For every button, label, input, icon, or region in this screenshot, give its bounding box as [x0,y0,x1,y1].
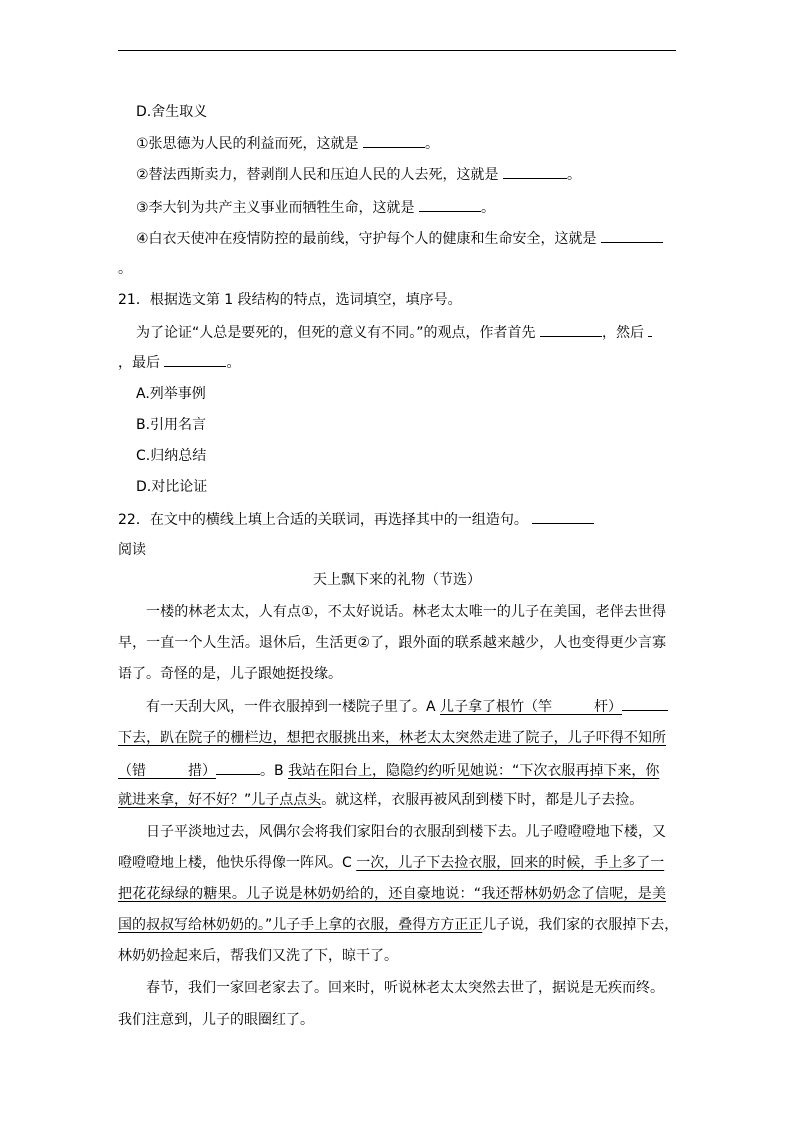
q20-item-4: ④白衣天使冲在疫情防控的最前线，守护每个人的健康和生命安全，这就是 [136,228,663,248]
reading-p2-line-1: 有一天刮大风，一件衣服掉到一楼院子里了。A 儿子拿了根竹（竿 杆） [146,696,668,716]
answer-blank[interactable] [648,322,652,337]
answer-blank[interactable] [216,760,260,775]
reading-p4-line-1: 春节，我们一家回老家去了。回来时，听说林老太太突然去世了，据说是无疾而终。 [146,980,664,996]
reading-p1-line-1: 一楼的林老太太，人有点①，不太好说话。林老太太唯一的儿子在美国，老伴去世得 [146,604,666,620]
q20-item-3: ③李大钊为共产主义事业而牺牲生命，这就是 。 [136,197,495,217]
reading-p3-line-5: 林奶奶捡起来后，帮我们又洗了下，晾干了。 [118,948,398,964]
q21-stem: 21．根据选文第 1 段结构的特点，选词填空，填序号。 [118,292,462,308]
answer-blank[interactable] [503,164,567,179]
q21-fill-line-2: ，最后 。 [118,352,240,372]
reading-p2-line-2: 下去，趴在院子的栅栏边，想把衣服挑出来，林老太太突然走进了院子，儿子吓得不知所 [118,730,666,746]
q20-item-2: ②替法西斯卖力，替剥削人民和压迫人民的人去死，这就是 。 [136,164,581,184]
reading-p1-line-3: 语了。奇怪的是，儿子跟她挺投缘。 [118,666,342,682]
answer-blank[interactable] [540,322,602,337]
reading-p2-line-3: （错 措） 。B 我站在阳台上，隐隐约约听见她说：“下次衣服再掉下来，你 [118,760,659,780]
answer-blank[interactable] [363,133,425,148]
answer-blank[interactable] [419,197,481,212]
q21-option-a: A.列举事例 [136,386,206,402]
q20-item-1: ①张思德为人民的利益而死，这就是 。 [136,133,439,153]
reading-p3-line-4: 国的叔叔写给林奶奶的。”儿子手上拿的衣服，叠得方方正正儿子说，我们家的衣服掉下去， [118,917,679,933]
reading-p3-line-3: 把花花绿绿的糖果。儿子说是林奶奶给的，还自豪地说：“我还帮林奶奶念了信呢，是美 [118,886,666,902]
q20-item-4-period: 。 [118,261,132,277]
reading-p3-line-2: 噔噔噔地上楼，他快乐得像一阵风。C 一次，儿子下去捡衣服，回来的时候，手上多了一 [118,855,665,871]
reading-p1-line-2: 早，一直一个人生活。退休后，生活更②了，跟外面的联系越来越少，人也变得更少言寡 [118,635,666,651]
q20-option-d: D.舍生取义 [136,104,208,120]
q22-stem: 22．在文中的横线上填上合适的关联词，再选择其中的一组造句。 [118,509,594,529]
q21-option-c: C.归纳总结 [136,448,207,464]
reading-title: 天上飘下来的礼物（节选） [313,572,481,588]
reading-p4-line-2: 我们注意到，儿子的眼圈红了。 [118,1012,314,1028]
q21-fill-line-1: 为了论证“人总是要死的，但死的意义有不同。”的观点，作者首先 ，然后 [136,322,652,342]
reading-p2-line-4: 就进来拿，好不好？”儿子点点头。就这样，衣服再被风刮到楼下时，都是儿子去捡。 [118,792,644,808]
answer-blank[interactable] [622,696,668,711]
reading-label: 阅读 [118,542,146,558]
header-rule [118,50,676,51]
answer-blank[interactable] [532,509,594,524]
q21-option-d: D.对比论证 [136,479,208,495]
q21-option-b: B.引用名言 [136,417,207,433]
reading-p3-line-1: 日子平淡地过去，风偶尔会将我们家阳台的衣服刮到楼下去。儿子噔噔噔地下楼，又 [146,824,666,840]
answer-blank[interactable] [164,352,226,367]
answer-blank[interactable] [601,228,663,243]
